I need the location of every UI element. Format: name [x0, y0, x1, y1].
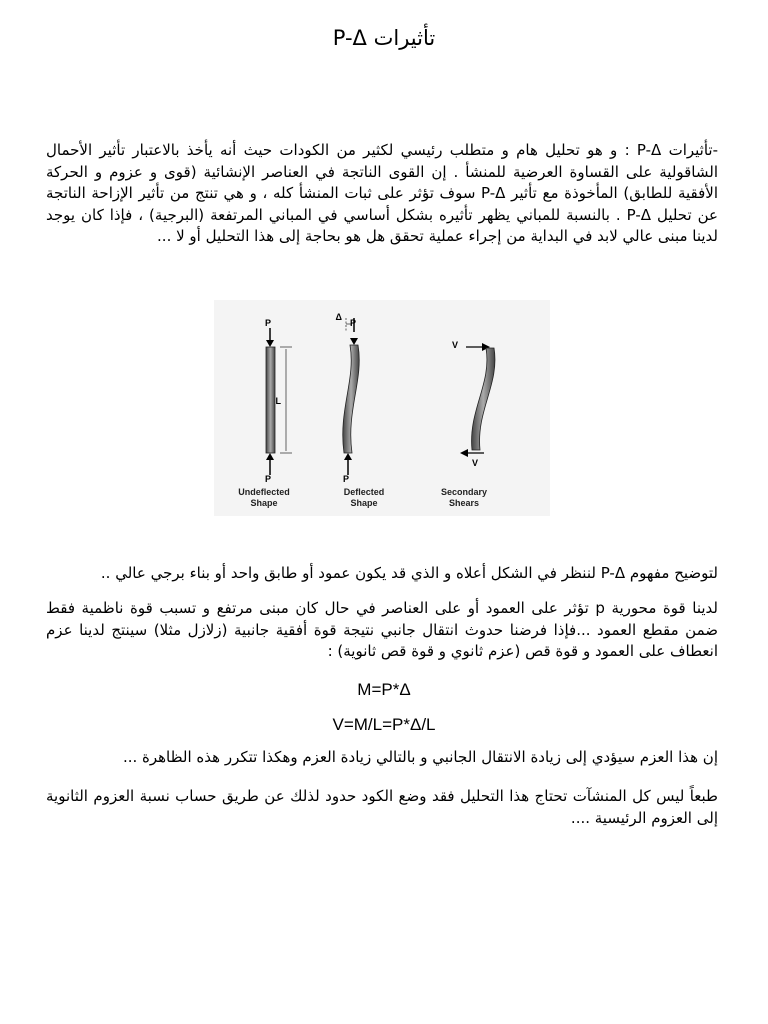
shear-equation: V=M/L=P*Δ/L	[332, 715, 436, 734]
load-p-top-label: P	[264, 318, 271, 328]
caption-secondary-line1: Secondary	[440, 487, 488, 497]
intro-paragraph: -تأثيرات P-Δ : و هو تحليل هام و متطلب رئيسي لكثير من الكودات حيث أنه يأخذ بالاعتبار تأثير الأحمال الشاقولية على القساوة العرضية للمنشأ . إن القوى الناتجة في العناصر الإنشائية (قوى و عزوم و الحركة الأفقية للطابق) المأخوذة مع تأثير P-Δ سوف تؤثر على ثبات المنشأ كله ، و هي تنتج من تأثير الإزاحة الناتجة عن تحليل P-Δ . بالنسبة للمباني يظهر تأثيره بشكل أساسي في المباني المرتفعة (البرجية) ، فإذا كان يوجد لدينا مبنى عالي لابد في البداية من إجراء عملية تحقق هل هو بحاجة إلى هذا التحليل أو لا ...	[46, 141, 718, 245]
deflected-p-bottom-label: P	[342, 474, 349, 484]
caption-undeflected-line1: Undeflected	[238, 487, 290, 497]
axial-force-paragraph: لدينا قوة محورية p تؤثر على العمود أو على العناصر في حال كان مبنى مرتفع و تسبب قوة ناظمية فقط ضمن مقطع العمود ...فإذا فرضنا حدوث انتقال جانبي نتيجة قوة أفقية جانبية (زلازل مثلا) سينتج لدينا عزم انعطاف على العمود و قوة قص (عزم ثانوي و قوة قص ثانوية) :	[46, 599, 718, 660]
load-p-bottom-label: P	[264, 474, 271, 484]
caption-secondary-line2: Shears	[448, 498, 480, 508]
delta-label: Δ	[335, 312, 342, 322]
length-l-label: L	[275, 396, 281, 406]
figure-explanation-paragraph: لتوضيح مفهوم P-Δ لننظر في الشكل أعلاه و الذي قد يكون عمود أو طابق واحد أو بناء برجي عالي ..	[100, 564, 718, 582]
undeflected-column	[265, 318, 292, 484]
caption-deflected-line1: Deflected	[343, 487, 385, 497]
moment-equation: M=P*Δ	[357, 680, 411, 699]
caption-deflected-line2: Shape	[350, 498, 378, 508]
p-delta-figure	[214, 300, 550, 516]
shear-v-top-label: V	[451, 340, 458, 350]
amplification-paragraph: إن هذا العزم سيؤدي إلى زيادة الانتقال الجانبي و بالتالي زيادة العزم وهكذا تتكرر هذه الظاهرة ...	[122, 748, 718, 766]
column-diagram	[214, 300, 550, 516]
caption-undeflected-line2: Shape	[250, 498, 278, 508]
secondary-shears-column	[452, 340, 495, 468]
page-title: تأثيرات P-Δ	[332, 26, 436, 50]
deflected-p-top-label: P	[349, 318, 356, 328]
code-limits-paragraph: طبعاً ليس كل المنشآت تحتاج هذا التحليل فقد وضع الكود حدود لذلك عن طريق حساب نسبة العزوم الثانوية إلى العزوم الرئيسية ....	[46, 787, 718, 827]
shear-v-bottom-label: V	[471, 458, 478, 468]
deflected-column	[336, 312, 360, 484]
